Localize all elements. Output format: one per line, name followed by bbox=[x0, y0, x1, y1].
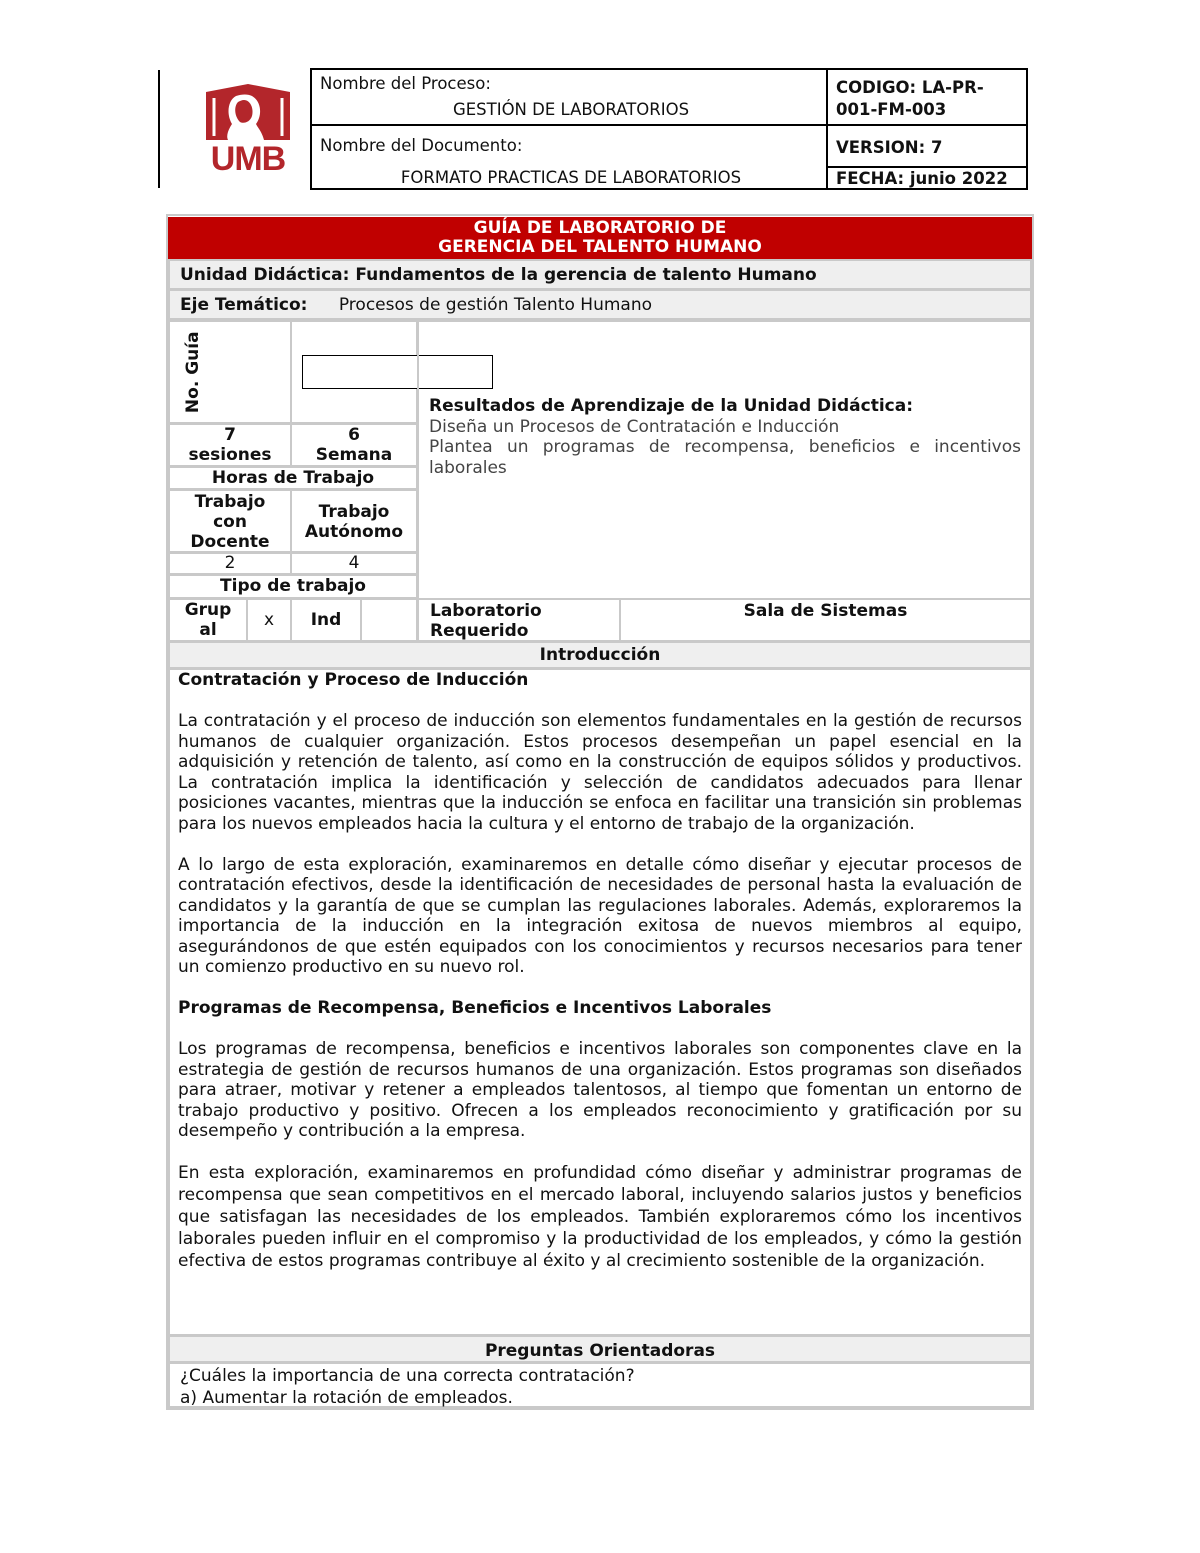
document-value: FORMATO PRACTICAS DE LABORATORIOS bbox=[400, 168, 742, 187]
lab-label-cell bbox=[417, 598, 621, 642]
code-cell bbox=[826, 68, 1028, 126]
intro-heading-2: Programas de Recompensa, Beneficios e Incentivos Laborales bbox=[178, 998, 772, 1018]
code-line-2: 001-FM-003 bbox=[836, 100, 947, 119]
sessions-label: sesiones bbox=[188, 445, 272, 465]
question-1: ¿Cuáles la importancia de una correcta contratación? bbox=[180, 1366, 635, 1386]
teacher-work-line-1: Trabajo bbox=[194, 492, 266, 512]
logo-cell bbox=[158, 70, 310, 188]
individual-checkbox[interactable] bbox=[360, 598, 418, 642]
guide-number-label-cell bbox=[168, 320, 292, 424]
date-value: FECHA: junio 2022 bbox=[836, 169, 1008, 188]
axis-value: Procesos de gestión Talento Humano bbox=[338, 295, 653, 315]
intro-header: Introducción bbox=[168, 641, 1032, 669]
questions-body bbox=[168, 1362, 1032, 1408]
individual-label: Ind bbox=[290, 598, 362, 642]
week-number: 6 bbox=[348, 425, 360, 445]
unit-row: Unidad Didáctica: Fundamentos de la gerencia de talento Humano bbox=[168, 259, 1032, 290]
sessions-cell bbox=[168, 423, 292, 467]
axis-row bbox=[168, 289, 1032, 320]
group-label-line-2: al bbox=[199, 620, 217, 640]
document-cell bbox=[310, 124, 828, 190]
version-value: VERSION: 7 bbox=[836, 138, 943, 157]
results-item-1: Diseña un Procesos de Contratación e Inducción bbox=[429, 416, 840, 437]
questions-header: Preguntas Orientadoras bbox=[168, 1335, 1032, 1363]
guide-title-line-1: GUÍA DE LABORATORIO DE bbox=[473, 218, 727, 238]
group-checkbox[interactable]: x bbox=[246, 598, 292, 642]
date-cell bbox=[826, 166, 1028, 190]
work-type-label: Tipo de trabajo bbox=[168, 574, 418, 599]
logo-text: UMB bbox=[210, 140, 286, 178]
autonomous-work-line-1: Trabajo bbox=[318, 502, 390, 522]
intro-paragraph-2: A lo largo de esta exploración, examinaremos en detalle cómo diseñar y ejecutar procesos de contratación efectivos, desde la identificación de necesidades de personal hasta la evaluación de candidatos y la garantía de que se cumplan las regulaciones laborales. Además, exploraremos la importancia de la inducción en la integración exitosa de nuevos miembros al equipo, asegurándonos de que estén equipados con los conocimientos y recursos necesarios para tener un comienzo productivo en su nuevo rol. bbox=[178, 854, 1022, 977]
intro-paragraph-3: Los programas de recompensa, beneficios e incentivos laborales son componentes clave en la estrategia de gestión de recursos humanos de una organización. Estos programas son diseñados para atraer, motivar y retener a empleados talentosos, al tiempo que fomentan un entorno de trabajo productivo y positivo. Ofrecen a los empleados reconocimiento y gratificación por su desempeño y contribución a la empresa. bbox=[178, 1039, 1022, 1141]
guide-title-line-2: GERENCIA DEL TALENTO HUMANO bbox=[438, 237, 762, 257]
results-block bbox=[429, 396, 1021, 478]
guide-number-label: No. Guía bbox=[182, 331, 203, 414]
intro-heading-1: Contratación y Proceso de Inducción bbox=[178, 670, 529, 690]
group-cell bbox=[168, 598, 248, 642]
document-label: Nombre del Documento: bbox=[320, 136, 523, 155]
intro-paragraph-4: En esta exploración, examinaremos en profundidad cómo diseñar y administrar programas de recompensa que sean competitivos en el mercado laboral, incluyendo salarios justos y beneficios que satisfagan las necesidades de los empleados. También exploraremos cómo los incentivos laborales pueden influir en el compromiso y la productividad de los empleados, y cómo la gestión efectiva de estos programas contribuye al éxito y al crecimiento sostenible de la organización. bbox=[178, 1163, 1022, 1271]
autonomous-hours: 4 bbox=[290, 552, 418, 575]
axis-label: Eje Temático: bbox=[180, 295, 308, 315]
week-cell bbox=[290, 423, 418, 467]
process-cell bbox=[310, 68, 828, 126]
intro-body bbox=[178, 670, 1022, 1272]
teacher-work-line-2: con bbox=[213, 512, 247, 532]
teacher-work-cell bbox=[168, 489, 292, 553]
teacher-hours: 2 bbox=[168, 552, 292, 575]
lab-value: Sala de Sistemas bbox=[619, 598, 1032, 642]
question-1-option-a: a) Aumentar la rotación de empleados. bbox=[180, 1388, 513, 1408]
process-value: GESTIÓN DE LABORATORIOS bbox=[452, 100, 690, 119]
lab-label-line-1: Laboratorio bbox=[430, 601, 542, 621]
hours-label: Horas de Trabajo bbox=[168, 466, 418, 490]
guide-title bbox=[168, 217, 1032, 259]
process-label: Nombre del Proceso: bbox=[320, 74, 491, 93]
results-title: Resultados de Aprendizaje de la Unidad Didáctica: bbox=[429, 396, 914, 416]
autonomous-work-cell bbox=[290, 489, 418, 553]
version-cell bbox=[826, 124, 1028, 168]
lab-label-line-2: Requerido bbox=[430, 621, 529, 641]
code-line-1: CODIGO: LA-PR- bbox=[836, 78, 984, 97]
autonomous-work-line-2: Autónomo bbox=[304, 522, 404, 542]
results-item-2: Plantea un programas de recompensa, beneficios e incentivos laborales bbox=[429, 437, 1021, 478]
group-label-line-1: Grup bbox=[184, 600, 232, 620]
intro-paragraph-1: La contratación y el proceso de inducción son elementos fundamentales en la gestión de recursos humanos de cualquier organización. Estos procesos desempeñan un papel esencial en la adquisición y retención de talento, así como en la construcción de equipos sólidos y productivos. La contratación implica la identificación y selección de candidatos adecuados para llenar posiciones vacantes, mientras que la inducción se enfoca en facilitar una transición sin problemas para los nuevos empleados hacia la cultura y el entorno de trabajo de la organización. bbox=[178, 711, 1022, 834]
sessions-number: 7 bbox=[224, 425, 236, 445]
teacher-work-line-3: Docente bbox=[190, 532, 270, 552]
week-label: Semana bbox=[315, 445, 393, 465]
